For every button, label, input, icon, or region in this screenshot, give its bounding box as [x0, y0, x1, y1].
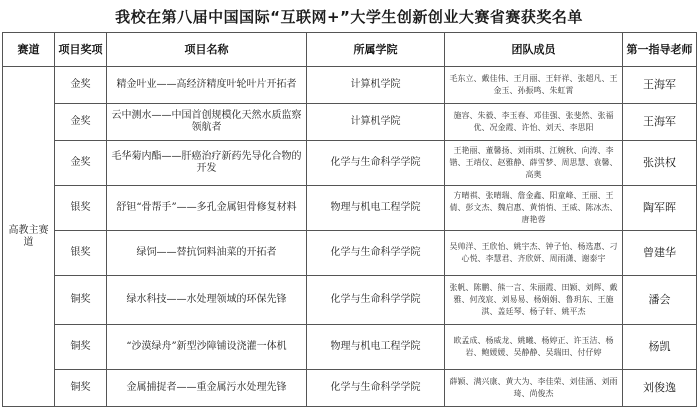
header-school: 所属学院 — [307, 33, 445, 67]
table-row — [3, 276, 697, 325]
team-cell: 欧孟成、杨威龙、姚曦、杨婷正、许玉洁、杨岩、鲍媛媛、吴静静、吴瑞田、付仔婷 — [445, 325, 623, 370]
award-cell: 铜奖 — [55, 276, 107, 325]
award-cell: 金奖 — [55, 141, 107, 186]
table-row — [3, 186, 697, 231]
advisor-cell: 杨凯 — [623, 325, 697, 370]
advisor-cell: 张洪权 — [623, 141, 697, 186]
project-cell: 精金叶业——高经济精度叶轮叶片开拓者 — [107, 67, 307, 104]
table-row — [3, 325, 697, 370]
award-cell: 银奖 — [55, 186, 107, 231]
team-cell: 毛东立、戴佳伟、王月丽、王轩祥、张超凡、王金玉、孙振鸣、朱虹霄 — [445, 67, 623, 104]
project-cell: 绿水科技——水处理领域的环保先锋 — [107, 276, 307, 325]
header-track: 赛道 — [3, 33, 55, 67]
team-cell: 吴帅洋、王欣怡、姚宇杰、钟子怡、杨选惠、刁心悦、李慧君、齐欣妍、周雨潇、谢泰宇 — [445, 231, 623, 276]
award-cell: 银奖 — [55, 231, 107, 276]
project-cell: “沙漠绿舟”新型沙障铺设浇灌一体机 — [107, 325, 307, 370]
advisor-cell: 刘俊逸 — [623, 370, 697, 407]
table-row — [3, 141, 697, 186]
team-cell: 张帆、陈鹏、熊一言、朱丽霞、田颖、刘辉、戴雅、何茂宸、刘易易、杨娟娟、鲁玥东、王施淇、盖廷琴、杨子轩、姚平杰 — [445, 276, 623, 325]
school-cell: 计算机学院 — [307, 104, 445, 141]
table-row — [3, 104, 697, 141]
header-team: 团队成员 — [445, 33, 623, 67]
team-cell: 王艳丽、董馨扬、刘雨琪、江婉秋、向涛、李锴、王靖仪、赵雅静、薛雪梦、周思慧、袁馨、高奥 — [445, 141, 623, 186]
school-cell: 物理与机电工程学院 — [307, 325, 445, 370]
table-header-row — [3, 33, 697, 67]
award-cell: 金奖 — [55, 104, 107, 141]
project-cell: 金属捕捉者——重金属污水处理先锋 — [107, 370, 307, 407]
header-project: 项目名称 — [107, 33, 307, 67]
team-cell: 方晴祺、张晴瑞、詹金鑫、阳童峰、王丽、王倩、彭文杰、魏启惠、黄悄悄、王威、陈冰杰、唐艳蓉 — [445, 186, 623, 231]
school-cell: 化学与生命科学学院 — [307, 276, 445, 325]
school-cell: 化学与生命科学学院 — [307, 370, 445, 407]
award-table — [2, 32, 697, 407]
team-cell: 薛颖、满兴康、黄大为、李佳荣、刘佳涵、刘雨琦、尚俊杰 — [445, 370, 623, 407]
school-cell: 化学与生命科学学院 — [307, 141, 445, 186]
award-cell: 铜奖 — [55, 325, 107, 370]
advisor-cell: 王海军 — [623, 67, 697, 104]
project-cell: 云中测水——中国首创规模化天然水质监察领航者 — [107, 104, 307, 141]
advisor-cell: 潘会 — [623, 276, 697, 325]
advisor-cell: 曾建华 — [623, 231, 697, 276]
school-cell: 化学与生命科学学院 — [307, 231, 445, 276]
table-row — [3, 231, 697, 276]
project-cell: 舒钽“骨帮手”——多孔金属钽骨修复材料 — [107, 186, 307, 231]
school-cell: 物理与机电工程学院 — [307, 186, 445, 231]
table-row — [3, 370, 697, 407]
header-advisor: 第一指导老师 — [623, 33, 697, 67]
school-cell: 计算机学院 — [307, 67, 445, 104]
advisor-cell: 陶军晖 — [623, 186, 697, 231]
award-cell: 铜奖 — [55, 370, 107, 407]
track-cell: 高教主赛道 — [3, 67, 55, 407]
header-award: 项目奖项 — [55, 33, 107, 67]
team-cell: 施容、朱毅、李玉春、邓佳强、张斐然、张福优、况金霞、许怡、刘天、李思阳 — [445, 104, 623, 141]
award-cell: 金奖 — [55, 67, 107, 104]
project-cell: 毛华菊内酯——肝癌治疗新药先导化合物的开发 — [107, 141, 307, 186]
advisor-cell: 王海军 — [623, 104, 697, 141]
project-cell: 绿饲——替抗饲料油菜的开拓者 — [107, 231, 307, 276]
page-title: 我校在第八届中国国际“互联网+”大学生创新创业大赛省赛获奖名单 — [115, 8, 583, 26]
table-row — [3, 67, 697, 104]
